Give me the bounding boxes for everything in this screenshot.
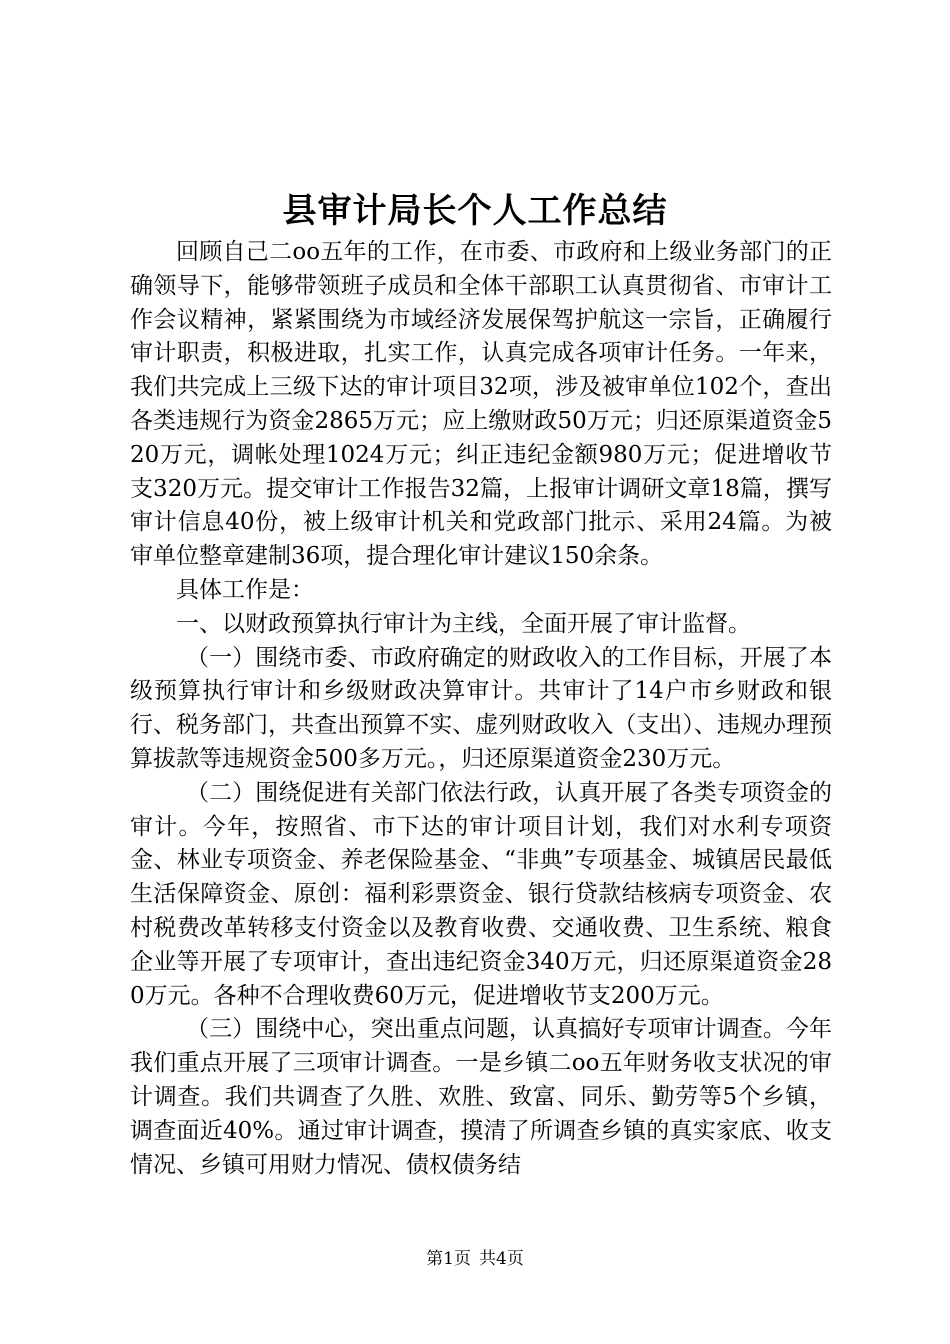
paragraph-work-items-heading: 具体工作是： bbox=[176, 576, 314, 603]
page-number: 第1页 bbox=[426, 1249, 471, 1269]
paragraph-intro: 回顾自己二oo五年的工作，在市委、市政府和上级业务部门的正确领导下，能够带领班子成员和全体干部职工认真贯彻省、市审计工作会议精神，紧紧围绕为市域经济发展保驾护航这一宗旨，正确履行审计职责，积极进取，扎实工作，认真完成各项审计任务。一年来，我们共完成上三级下达的审计项目32项，涉及被审单位102个，查出各类违规行为资金2865万元；应上缴财政50万元；归还原渠道资金520万元，调帐处理1024万元；纠正违纪金额980万元；促进增收节支320万元。提交审计工作报告32篇，上报审计调研文章18篇，撰写审计信息40份，被上级审计机关和党政部门批示、采用24篇。为被审单位整章建制36项，提合理化审计建议150余条。 bbox=[130, 239, 832, 570]
document-title: 县审计局长个人工作总结 bbox=[282, 191, 668, 231]
paragraph-subsection-3: （三）围绕中心，突出重点问题，认真搞好专项审计调查。今年我们重点开展了三项审计调查。一是乡镇二oo五年财务收支状况的审计调查。我们共调查了久胜、欢胜、致富、同乐、勤劳等5个乡镇，调查面近40%。通过审计调查，摸清了所调查乡镇的真实家底、收支情况、乡镇可用财力情况、债权债务结 bbox=[130, 1016, 832, 1178]
page-total: 共4页 bbox=[479, 1249, 524, 1269]
paragraph-subsection-2: （二）围绕促进有关部门依法行政，认真开展了各类专项资金的审计。今年，按照省、市下达的审计项目计划，我们对水利专项资金、林业专项资金、养老保险基金、“非典”专项基金、城镇居民最低生活保障资金、原创：福利彩票资金、银行贷款结核病专项资金、农村税费改革转移支付资金以及教育收费、交通收费、卫生系统、粮食企业等开展了专项审计，查出违纪资金340万元，归还原渠道资金280万元。各种不合理收费60万元，促进增收节支200万元。 bbox=[130, 779, 832, 1009]
page-footer bbox=[0, 1244, 950, 1269]
document-body bbox=[130, 236, 832, 1182]
paragraph-section-one-heading: 一、以财政预算执行审计为主线，全面开展了审计监督。 bbox=[176, 610, 751, 637]
paragraph-subsection-1: （一）围绕市委、市政府确定的财政收入的工作目标，开展了本级预算执行审计和乡级财政决算审计。共审计了14户市乡财政和银行、税务部门，共查出预算不实、虚列财政收入（支出）、违规办理预算拔款等违规资金500多万元。，归还原渠道资金230万元。 bbox=[130, 644, 832, 772]
